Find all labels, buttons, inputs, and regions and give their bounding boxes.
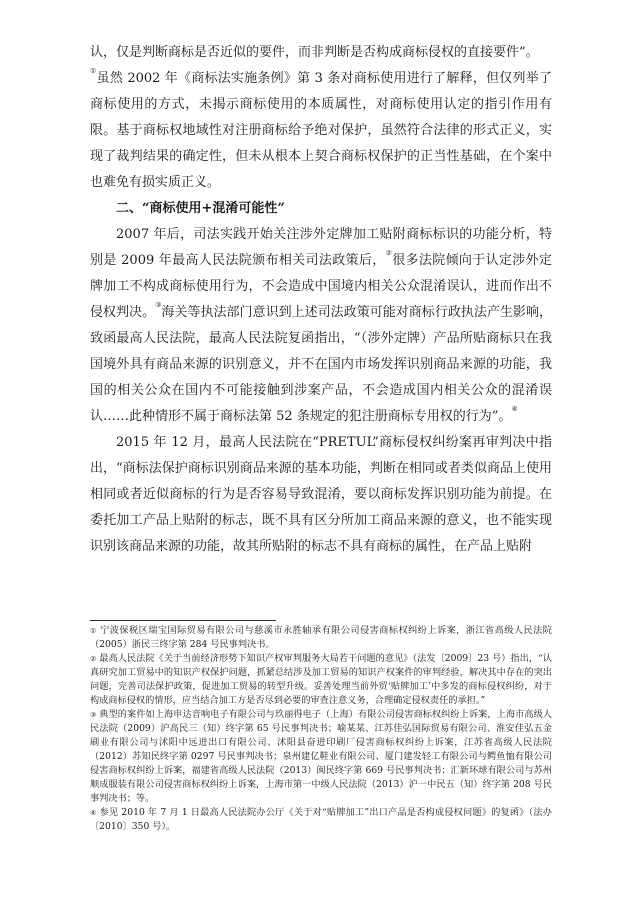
footnote-ref-2[interactable]: ② xyxy=(385,249,393,257)
footnote-divider xyxy=(90,620,276,621)
paragraph-4: 2015 年 12 月，最高人民法院在“PRETUL”商标侵权纠纷案再审判决中指出，“商标法保护商标识别商品来源的基本功能，判断在相同或者类似商品上使用相同或者近似商标的行为是否容易导致混淆，要以商标发挥识别功能为前提。在委托加工产品上贴附的标志，既不具有区分所加工商品来源的意义，也不能实现识别该商品来源的功能，故其所贴附的标志不具有商标的属性，在产品上贴附 xyxy=(90,435,552,554)
footnote-mark: ④ xyxy=(90,809,97,817)
paragraph-3a: 2007 年后，司法实践开始关注涉外定牌加工贴附商标标识的功能分析，特别是 2009 年最高人民法院颁布相关司法政策后， xyxy=(90,227,552,268)
body-text xyxy=(90,40,552,560)
footnote-ref-3[interactable]: ③ xyxy=(155,301,162,309)
footnote-text: 宁波保税区瑞宝国际贸易有限公司与慈溪市永胜轴承有限公司侵害商标权纠纷上诉案，浙江省高级人民法院（2005）浙民三终字第 284 号民事判决书。 xyxy=(90,625,552,650)
paragraph-1: 认，仅是判断商标是否近似的要件，而非判断是否构成商标侵权的直接要件”。 xyxy=(90,45,539,60)
footnote-3 xyxy=(90,708,552,806)
footnote-ref-1[interactable]: ① xyxy=(90,67,97,75)
footnote-2 xyxy=(90,652,552,708)
paragraph-2-text: 虽然 2002 年《商标法实施条例》第 3 条对商标使用进行了解释，但仅列举了商标使用的方式，未揭示商标使用的本质属性，对商标使用认定的指引作用有限。基于商标权地域性对注册商标给予绝对保护，虽然符合法律的形式正义，实现了裁判结果的确定性，但未从根本上契合商标权保护的正当性基础，在个案中也难免有损实质正义。 xyxy=(90,71,552,190)
footnote-ref-4[interactable]: ④ xyxy=(511,405,518,413)
paragraph-2 xyxy=(90,66,552,196)
footnote-1 xyxy=(90,624,552,652)
footnote-text: 典型的案件如上海申达音响电子有限公司与玖丽得电子（上海）有限公司侵害商标权纠纷上诉案，上海市高级人民法院（2009）沪高民三（知）终字第 65 号民事判决书；喻某某、江苏佳弘国际贸易有限公司、淮安佳弘五金刷业有限公司与沭阳中远进出口有限公司、沭阳县奋进印刷厂侵害商标权纠纷上诉案，江苏省高级人民法院（2012）苏知民终字第 0297 号民事判决书；泉州建亿鞋业有限公司、厦门建发轻工有限公司与鳄鱼恤有限公司侵害商标权纠纷上诉案，福建省高级人民法院（2013）闽民终字第 669 号民事判决书；汇新环球有限公司与苏州顺成服装有限公司侵害商标权纠纷上诉案，上海市第一中级人民法院（2013）沪一中民五（知）终字第 208 号民事判决书；等。 xyxy=(90,709,552,804)
paragraph-3 xyxy=(90,222,552,430)
footnotes xyxy=(90,624,552,834)
footnote-mark: ③ xyxy=(90,711,97,719)
footnote-mark: ② xyxy=(90,655,97,663)
paragraph-3b: 很多法院倾向于认定涉外定牌加工不构成商标使用行为，不会造成中国境内相关公众混淆误认，进而作出不侵权判决。 xyxy=(90,253,552,320)
section-heading: 二、“商标使用+混淆可能性” xyxy=(116,201,285,216)
footnote-text: 参见 2010 年 7 月 1 日最高人民法院办公厅《关于对“贴牌加工”出口产品是否构成侵权问题》的复函》（法办〔2010〕350 号）。 xyxy=(90,807,552,832)
footnote-4 xyxy=(90,806,552,834)
footnote-text: 最高人民法院《关于当前经济形势下知识产权审判服务大局若干问题的意见》（法发〔2009〕23 号）指出，“认真研究加工贸易中的知识产权保护问题，抓紧总结涉及加工贸易的知识产权案件的审判经验，解决其中存在的突出问题，完善司法保护政策，促进加工贸易的转型升级。妥善处理当前外贸‘贴牌加工’中多发的商标侵权纠纷，对于构成商标侵权的情形，应当结合加工方是否尽到必要的审查注意义务，合理确定侵权责任的承担。” xyxy=(90,653,552,706)
footnote-mark: ① xyxy=(90,627,97,635)
paragraph-3c: 海关等执法部门意识到上述司法政策可能对商标行政执法产生影响，致函最高人民法院，最高人民法院复函指出，“（涉外定牌）产品所贴商标只在我国境外具有商品来源的识别意义，并不在国内市场发挥识别商品来源的功能，我国的相关公众在国内不可能接触到涉案产品，不会造成国内相关公众的混淆误认……此种情形不属于商标法第 52 条规定的犯注册商标专用权的行为”。 xyxy=(90,305,552,424)
